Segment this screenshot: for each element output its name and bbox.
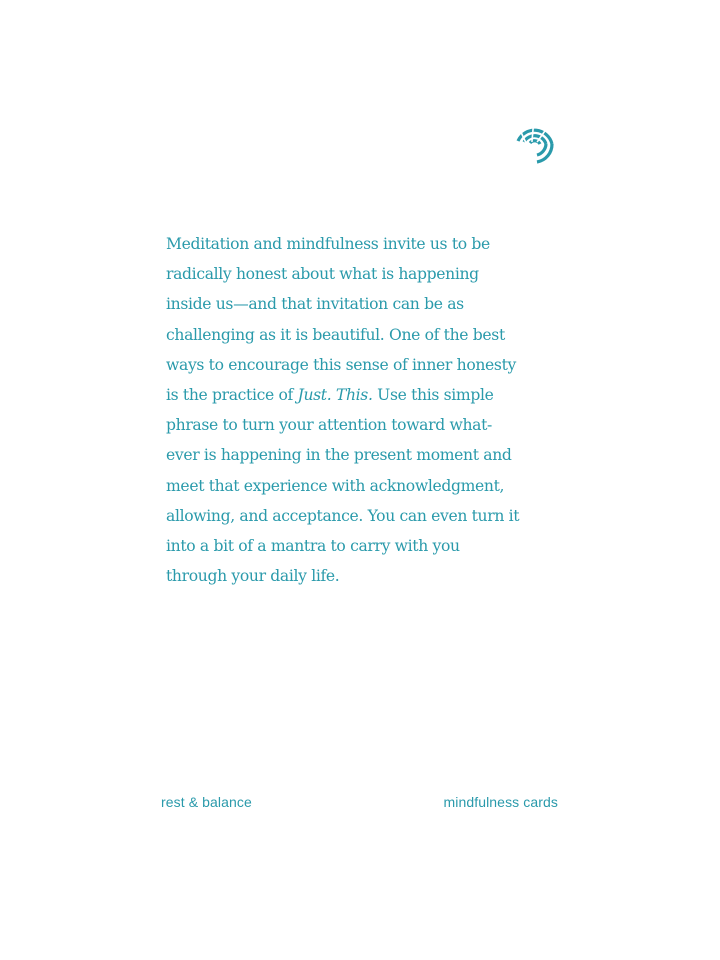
text-line: into a bit of a mantra to carry with you — [166, 537, 460, 556]
text-line: challenging as it is beautiful. One of the best — [166, 325, 505, 344]
text-line: meet that experience with acknowledgment, — [166, 476, 505, 495]
text-segment: is the practice of — [166, 386, 298, 405]
text-line: through your daily life. — [166, 567, 340, 586]
text-line: inside us—and that invitation can be as — [166, 295, 464, 314]
text-segment: Use this simple — [372, 386, 494, 405]
practice-name-emphasis: Just. This. — [297, 386, 373, 405]
text-line — [166, 380, 566, 410]
footer-category: rest & balance — [161, 794, 252, 810]
card-body-text — [166, 229, 566, 591]
text-line: Meditation and mindfulness invite us to be — [166, 235, 490, 253]
text-line: phrase to turn your attention toward what- — [166, 416, 492, 435]
text-line: ways to encourage this sense of inner honesty — [166, 355, 516, 374]
text-line: allowing, and acceptance. You can even turn it — [166, 506, 520, 525]
text-line: radically honest about what is happening — [166, 265, 479, 284]
footer-deck-name: mindfulness cards — [443, 794, 558, 810]
arc-waves-logo-icon — [512, 120, 564, 168]
text-line: ever is happening in the present moment and — [166, 446, 512, 465]
